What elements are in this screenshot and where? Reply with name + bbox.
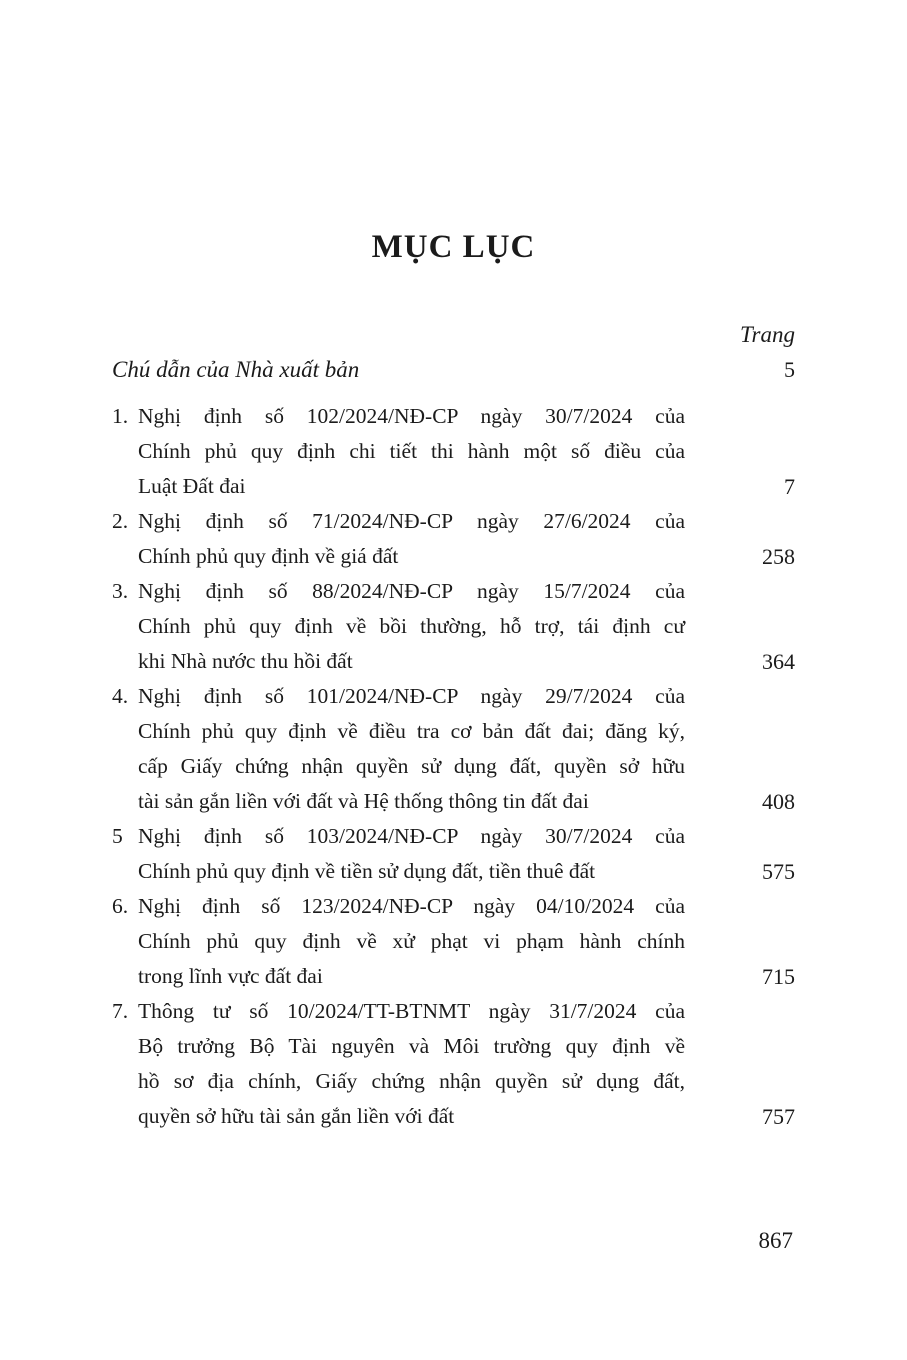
entry-text-line: Nghị định số 101/2024/NĐ-CP ngày 29/7/2024 của bbox=[138, 684, 685, 708]
entry-text-line: Nghị định số 103/2024/NĐ-CP ngày 30/7/2024 của bbox=[138, 824, 685, 848]
entry-text-line: Chính phủ quy định về điều tra cơ bản đất đai; đăng ký, bbox=[138, 719, 685, 743]
entry-text-line: Chính phủ quy định về bồi thường, hỗ trợ, tái định cư bbox=[138, 614, 685, 638]
page-title: MỤC LỤC bbox=[371, 229, 536, 265]
toc-entry bbox=[112, 399, 795, 504]
entry-text-line: Thông tư số 10/2024/TT-BTNMT ngày 31/7/2024 của bbox=[138, 999, 685, 1023]
entry-text-line: quyền sở hữu tài sản gắn liền với đất bbox=[138, 1104, 455, 1128]
entry-page-number: 575 bbox=[762, 859, 795, 884]
entry-text-line: Nghị định số 88/2024/NĐ-CP ngày 15/7/2024 của bbox=[138, 579, 685, 603]
entry-text-line: trong lĩnh vực đất đai bbox=[138, 964, 323, 988]
entry-page-number: 757 bbox=[762, 1104, 795, 1129]
entry-number: 4. bbox=[112, 684, 129, 708]
entry-text-line: tài sản gắn liền với đất và Hệ thống thông tin đất đai bbox=[138, 789, 589, 813]
preface-label: Chú dẫn của Nhà xuất bản bbox=[112, 357, 360, 382]
entry-number: 1. bbox=[112, 404, 129, 428]
entry-number: 3. bbox=[112, 579, 129, 603]
entry-page-number: 7 bbox=[784, 474, 795, 499]
entry-text-line: Bộ trưởng Bộ Tài nguyên và Môi trường quy định về bbox=[138, 1034, 685, 1058]
entry-number: 7. bbox=[112, 999, 129, 1023]
toc-entry bbox=[112, 504, 795, 574]
toc-entries bbox=[112, 399, 795, 1134]
entry-number: 2. bbox=[112, 509, 129, 533]
toc-entry bbox=[112, 574, 795, 679]
entry-text-line: Chính phủ quy định về tiền sử dụng đất, tiền thuê đất bbox=[138, 859, 596, 883]
entry-text-line: hồ sơ địa chính, Giấy chứng nhận quyền sử dụng đất, bbox=[138, 1069, 685, 1093]
toc-entry bbox=[112, 994, 795, 1134]
entry-page-number: 258 bbox=[762, 544, 795, 569]
entry-text-line: Chính phủ quy định về xử phạt vi phạm hành chính bbox=[138, 929, 685, 953]
entry-text-line: Luật Đất đai bbox=[138, 474, 246, 498]
preface-page-number: 5 bbox=[784, 357, 795, 382]
entry-page-number: 715 bbox=[762, 964, 795, 989]
page-folio: 867 bbox=[758, 1228, 793, 1253]
entry-number: 6. bbox=[112, 894, 129, 918]
page-column-header: Trang bbox=[740, 322, 795, 347]
entry-number: 5 bbox=[112, 824, 123, 848]
entry-page-number: 364 bbox=[762, 649, 795, 674]
entry-page-number: 408 bbox=[762, 789, 795, 814]
entry-text-line: Nghị định số 123/2024/NĐ-CP ngày 04/10/2024 của bbox=[138, 894, 685, 918]
entry-text-line: Chính phủ quy định về giá đất bbox=[138, 544, 399, 568]
toc-entry bbox=[112, 889, 795, 994]
toc-content bbox=[112, 317, 795, 1134]
toc-entry bbox=[112, 679, 795, 819]
entry-text-line: Nghị định số 102/2024/NĐ-CP ngày 30/7/2024 của bbox=[138, 404, 685, 428]
toc-entry bbox=[112, 819, 795, 889]
entry-text-line: khi Nhà nước thu hồi đất bbox=[138, 649, 353, 673]
entry-text-line: Chính phủ quy định chi tiết thi hành một số điều của bbox=[138, 439, 685, 463]
preface-row bbox=[112, 352, 795, 387]
entry-text-line: Nghị định số 71/2024/NĐ-CP ngày 27/6/2024 của bbox=[138, 509, 685, 533]
entry-text-line: cấp Giấy chứng nhận quyền sử dụng đất, quyền sở hữu bbox=[138, 754, 685, 778]
